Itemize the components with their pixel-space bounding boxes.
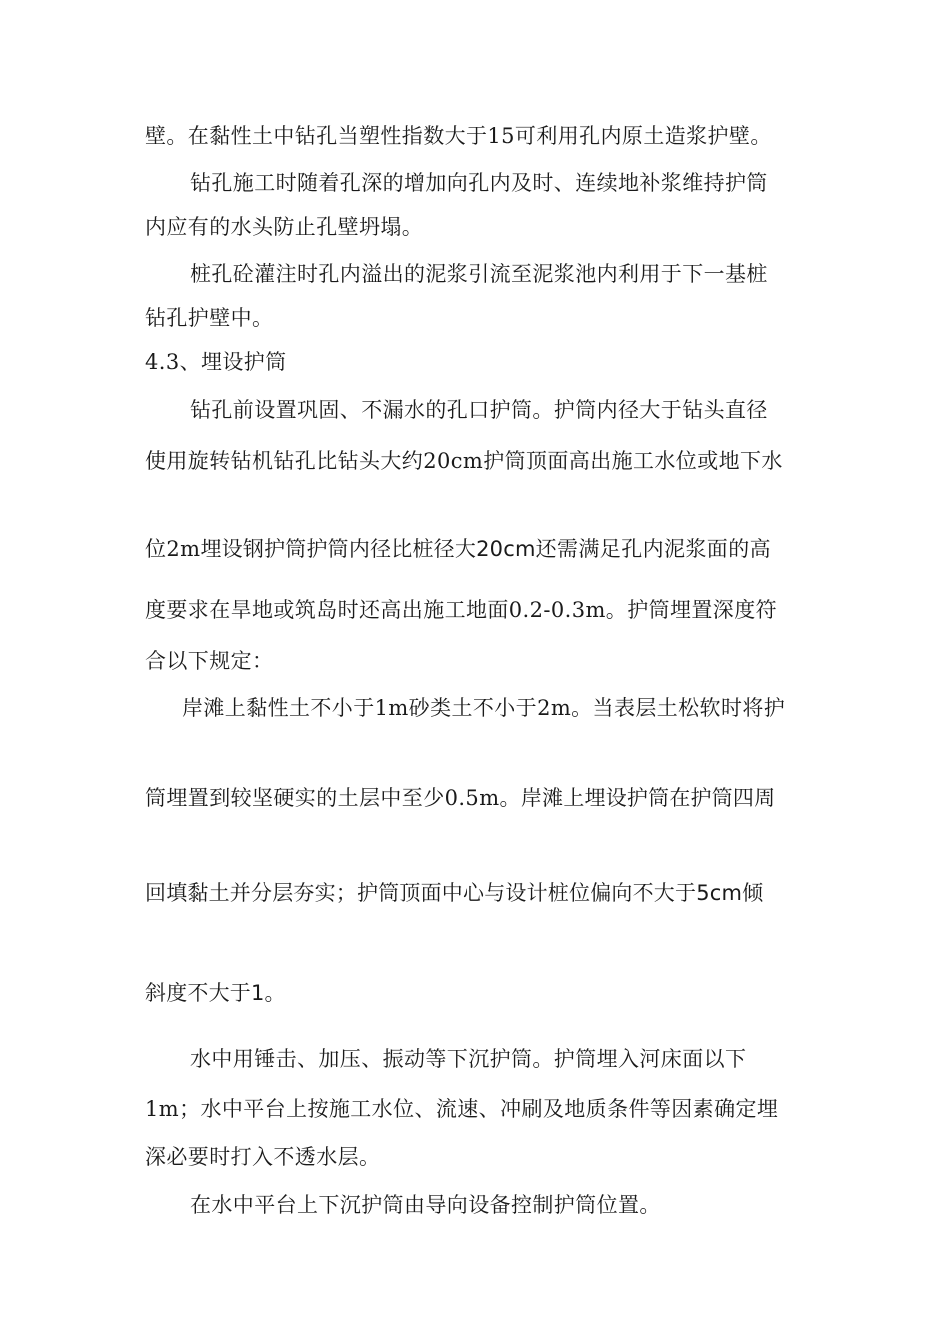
text-line-15 bbox=[145, 978, 286, 1008]
text-line-5 bbox=[145, 303, 273, 333]
text-run: 壁。在黏性土中钻孔当塑性指数大于15可利用孔内原土造浆护壁。 bbox=[145, 124, 772, 148]
text-run-sans: 岸滩上埋设护筒在护筒四周 bbox=[520, 786, 776, 810]
text-run: 钻孔前设置巩固、不漏水的孔口护筒。护筒内径大于钻头直径 bbox=[190, 398, 768, 422]
text-line-8 bbox=[145, 446, 783, 476]
text-run: 度要求在旱地或筑岛时还高出施工地面0.2-0.3m。护筒埋置深度符 bbox=[145, 598, 778, 622]
text-run: 使用旋转钻机钻孔比钻头大约20cm护筒顶面高出施工水位或地下水 bbox=[145, 449, 783, 473]
text-run: 钻孔施工时随着孔深的增加向孔内及时、连续地补浆维持护筒 bbox=[190, 171, 768, 195]
section-heading bbox=[145, 347, 287, 377]
text-line-3 bbox=[145, 212, 423, 242]
text-run: 在水中平台上下沉护筒由导向设备控制护筒位置。 bbox=[190, 1193, 661, 1217]
text-line-17 bbox=[145, 1094, 778, 1124]
text-run: 内应有的水头防止孔壁坍塌。 bbox=[145, 215, 424, 239]
text-run: 位2m bbox=[145, 537, 201, 561]
text-line-1 bbox=[145, 121, 772, 151]
text-run: 1m；水中平台上按施工水位、流速、冲刷及地质条件等因素确定埋 bbox=[145, 1097, 779, 1121]
text-line-11 bbox=[145, 646, 273, 676]
text-run: 深必要时打入不透水层。 bbox=[145, 1145, 381, 1169]
text-run-sans: 斜度不大于1。 bbox=[145, 981, 286, 1005]
text-run: 合以下规定： bbox=[145, 649, 274, 673]
text-line-14 bbox=[145, 878, 763, 908]
text-run: 水中用锤击、加压、振动等下沉护筒。护筒埋入河床面以下 bbox=[190, 1047, 747, 1071]
text-line-10 bbox=[145, 595, 777, 625]
text-run-sans: 埋设钢护筒护筒内径比桩径大20cm bbox=[200, 537, 536, 561]
section-heading-text: 4.3、埋设护筒 bbox=[145, 350, 287, 374]
text-run-sans: 回填黏土并分层夯实；护筒顶面中心与设计桩位偏向不大于5cm倾 bbox=[145, 881, 764, 905]
text-line-2 bbox=[190, 168, 768, 198]
text-line-9 bbox=[145, 534, 771, 564]
text-run: 还需满足孔内泥浆面的高 bbox=[535, 537, 772, 561]
text-run: 钻孔护壁中。 bbox=[145, 306, 274, 330]
text-run: 桩孔砼灌注时孔内溢出的泥浆引流至泥浆池内利用于下一基桩 bbox=[190, 262, 768, 286]
text-line-7 bbox=[190, 395, 768, 425]
text-line-19 bbox=[190, 1190, 661, 1220]
text-line-12 bbox=[182, 693, 785, 723]
text-line-13 bbox=[145, 783, 775, 813]
text-line-18 bbox=[145, 1142, 380, 1172]
text-line-16 bbox=[190, 1044, 746, 1074]
text-run: 筒埋置到较坚硬实的土层中至少0.5m。 bbox=[145, 786, 521, 810]
text-line-4 bbox=[190, 259, 768, 289]
text-run: 岸滩上黏性土不小于1m砂类土不小于2m。当表层土松软时将护 bbox=[182, 696, 786, 720]
